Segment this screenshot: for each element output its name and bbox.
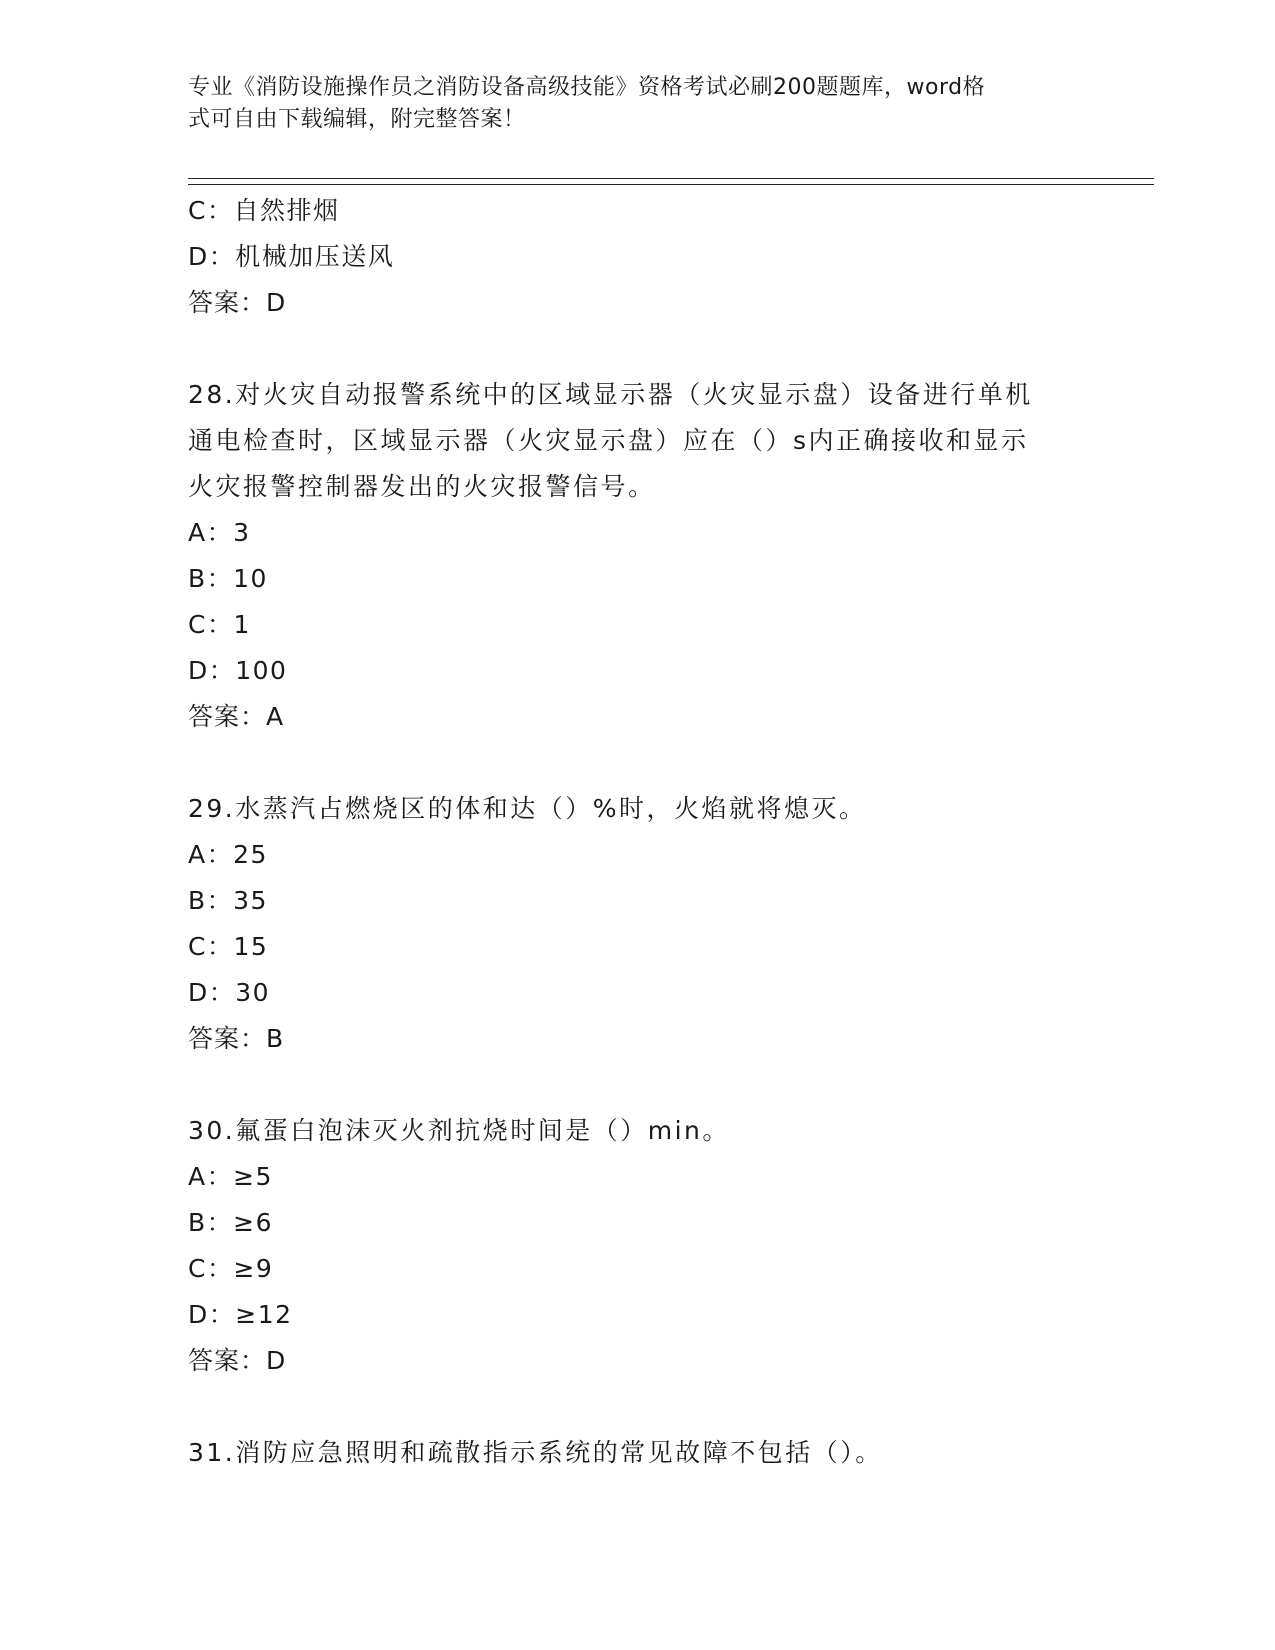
document-header (188, 72, 1088, 136)
spacer (188, 1062, 1088, 1108)
question-text (188, 1108, 1088, 1154)
option-b: B：10 (188, 564, 268, 593)
question-line: 火灾报警控制器发出的火灾报警信号。 (188, 472, 656, 501)
header-line-1: 专业《消防设施操作员之消防设备高级技能》资格考试必刷200题题库，word格 (188, 75, 986, 100)
question-text (188, 1430, 1088, 1476)
option-d: D：100 (188, 656, 288, 685)
answer-line: 答案：D (188, 288, 287, 317)
option-c: C：1 (188, 610, 251, 639)
option-c: C：15 (188, 932, 269, 961)
answer-line: 答案：A (188, 702, 285, 731)
answer-line: 答案：B (188, 1024, 285, 1053)
option-c: C：自然排烟 (188, 196, 340, 225)
header-divider-bottom (188, 184, 1154, 185)
spacer (188, 1384, 1088, 1430)
option-c: C：≥9 (188, 1254, 274, 1283)
spacer (188, 326, 1088, 372)
question-content (188, 188, 1088, 1476)
question-31 (188, 1430, 1088, 1476)
option-a: A：3 (188, 518, 251, 547)
question-text (188, 372, 1088, 510)
option-a: A：25 (188, 840, 268, 869)
question-27-tail (188, 188, 1088, 326)
question-line: 29.水蒸汽占燃烧区的体和达（）%时，火焰就将熄灭。 (188, 794, 867, 823)
question-30 (188, 1108, 1088, 1384)
question-line: 28.对火灾自动报警系统中的区域显示器（火灾显示盘）设备进行单机 (188, 380, 1033, 409)
question-28 (188, 372, 1088, 740)
option-d: D：30 (188, 978, 271, 1007)
question-line: 30.氟蛋白泡沫灭火剂抗烧时间是（）min。 (188, 1116, 730, 1145)
question-text (188, 786, 1088, 832)
option-b: B：≥6 (188, 1208, 274, 1237)
option-d: D：≥12 (188, 1300, 293, 1329)
option-b: B：35 (188, 886, 268, 915)
spacer (188, 740, 1088, 786)
header-divider-top (188, 178, 1154, 179)
answer-line: 答案：D (188, 1346, 287, 1375)
header-line-2: 式可自由下载编辑，附完整答案！ (188, 107, 526, 132)
option-a: A：≥5 (188, 1162, 273, 1191)
option-d: D：机械加压送风 (188, 242, 395, 271)
question-line: 通电检查时，区域显示器（火灾显示盘）应在（）s内正确接收和显示 (188, 426, 1029, 455)
question-line: 31.消防应急照明和疏散指示系统的常见故障不包括（）。 (188, 1438, 883, 1467)
question-29 (188, 786, 1088, 1062)
